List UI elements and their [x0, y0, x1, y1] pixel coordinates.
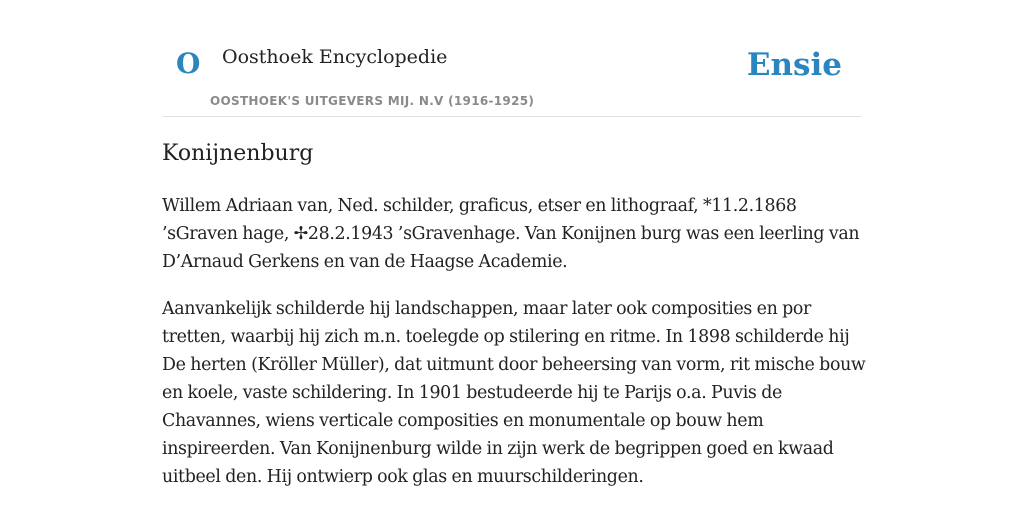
article-paragraph: Willem Adriaan van, Ned. schilder, graficus, etser en lithograaf, *11.2.1868 ’sGraven hage, ✢28.2.1943 ’sGravenhage. Van Konijnen burg was een leerling van D’Arnaud Gerkens en van de Haagse Academie. — [162, 196, 860, 272]
article-title: Konijnenburg — [162, 141, 314, 166]
book-title-link[interactable]: Oosthoek Encyclopedie — [222, 46, 448, 68]
ensie-logo-link[interactable]: Ensie — [746, 47, 842, 83]
logo-mark[interactable]: O — [176, 47, 201, 80]
site-header — [162, 0, 862, 117]
article-paragraph: Aanvankelijk schilderde hij landschappen, maar later ook composities en por tretten, waarbij hij zich m.n. toelegde op stilering en ritme. In 1898 schilderde hij De herten (Kröller Müller), dat uitmunt door beheersing van vorm, rit mische bouw en koele, vaste schildering. In 1901 bestudeerde hij te Parijs o.a. Puvis de Chavannes, wiens verticale composities en monumentale op bouw hem inspireerden. Van Konijnenburg wilde in zijn werk de begrippen goed en kwaad uitbeel den. Hij ontwierp ook glas en muurschilderingen. — [162, 299, 866, 487]
publisher-info: OOSTHOEK'S UITGEVERS MIJ. N.V (1916-1925) — [210, 94, 535, 108]
article-body — [162, 192, 874, 510]
